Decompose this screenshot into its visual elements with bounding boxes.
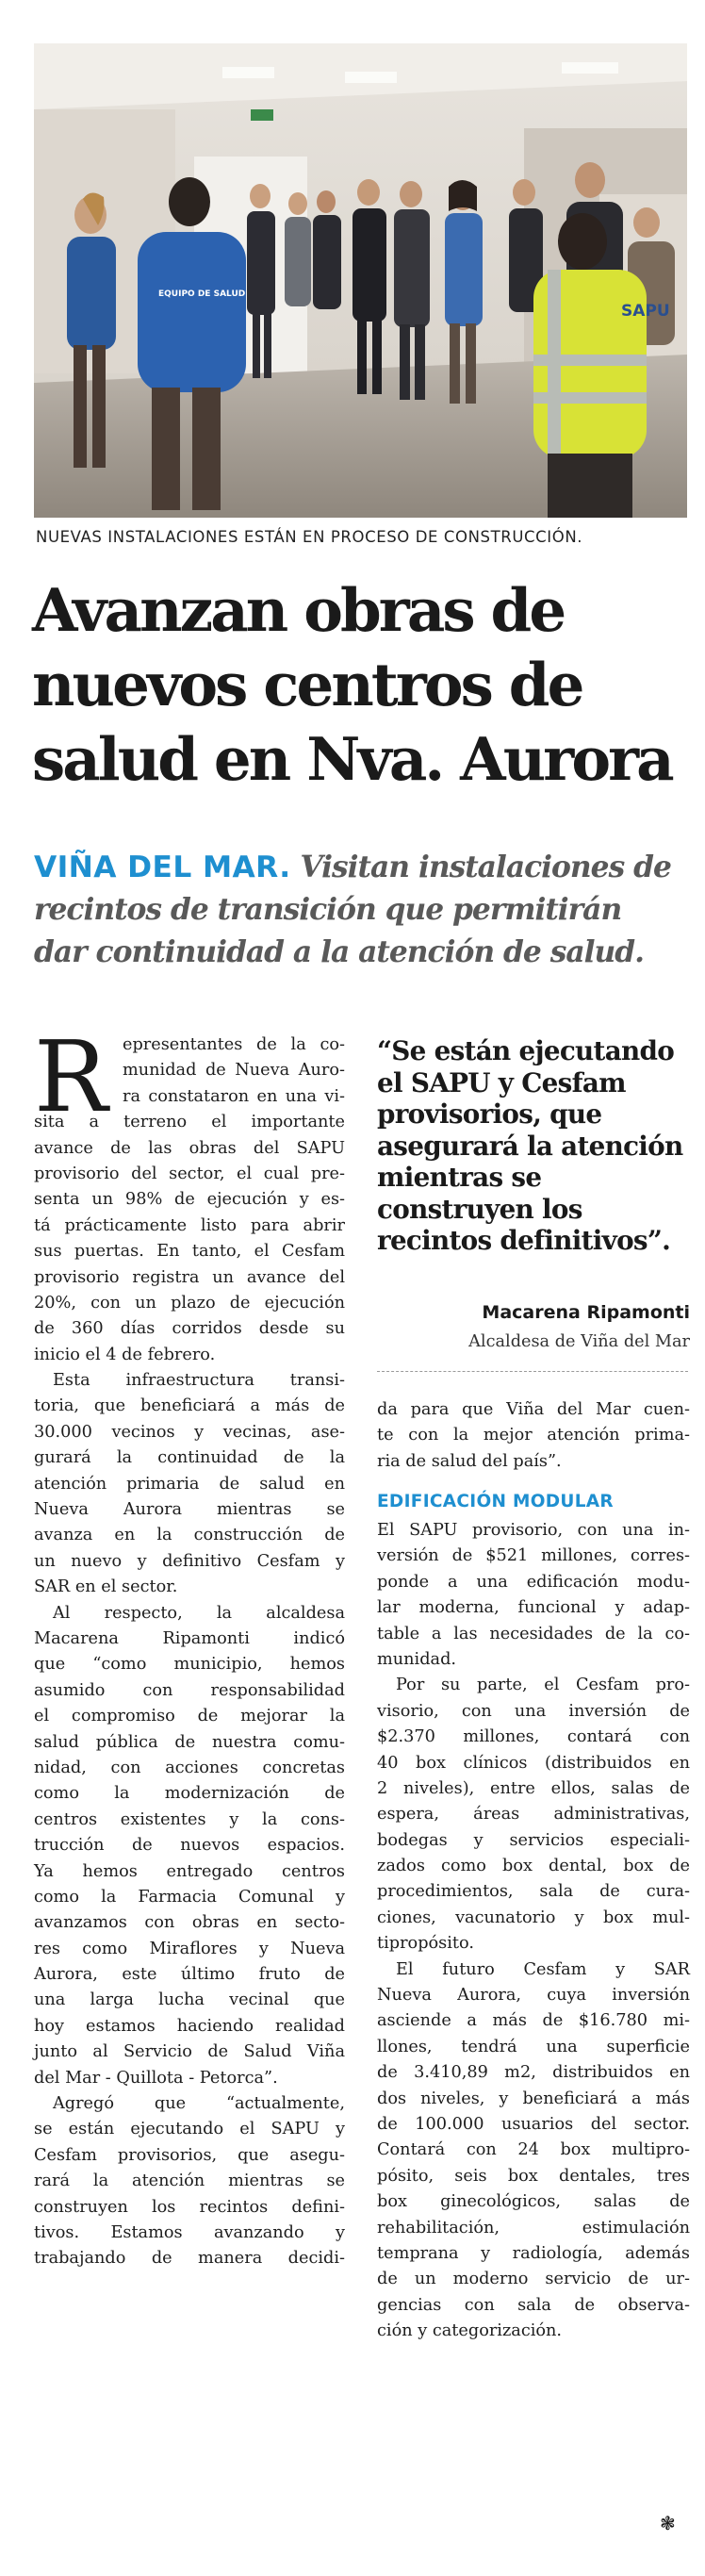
text-line: de 360 días corridos desde su (34, 1319, 345, 1339)
text-line: versión de $521 millones, corres- (377, 1546, 690, 1566)
subhead-line: recintos de transición que permitirán (34, 893, 622, 927)
text-line: el compromiso de mejorar la (34, 1707, 345, 1726)
pull-quote-line: recintos definitivos”. (377, 1225, 671, 1256)
pull-quote-line: construyen los (377, 1193, 582, 1225)
text-line: tivos. Estamos avanzando y (34, 2222, 345, 2242)
section-heading: EDIFICACIÓN MODULAR (377, 1492, 614, 1511)
text-line: dos niveles, y beneficiará a más (377, 2089, 690, 2108)
text-line: ra constataron en una vi- (123, 1086, 345, 1106)
quote-author-name: Macarena Ripamonti (482, 1302, 690, 1323)
text-line: gurará la continuidad de la (34, 1448, 345, 1468)
text-line: pósito, seis box dentales, tres (377, 2166, 690, 2186)
text-line: avanza en la construcción de (34, 1526, 345, 1545)
text-line: 30.000 vecinos y vecinas, ase- (34, 1422, 345, 1442)
text-line: ria de salud del país”. (377, 1451, 562, 1471)
text-line: 40 box clínicos (distribuidos en (377, 1753, 690, 1773)
text-line: tá prácticamente listo para abrir (34, 1215, 345, 1235)
text-line: table a las necesidades de la co- (377, 1624, 690, 1643)
text-line: Contará con 24 box multipro- (377, 2140, 690, 2160)
text-line: Nueva Aurora, cuya inversión (377, 1986, 690, 2006)
drop-cap: R (34, 1019, 108, 1134)
text-line: munidad de Nueva Auro- (123, 1061, 345, 1081)
text-line: res como Miraflores y Nueva (34, 1939, 345, 1958)
text-line: tipropósito. (377, 1934, 474, 1954)
quote-author-role: Alcaldesa de Viña del Mar (468, 1332, 690, 1351)
text-line: atención primaria de salud en (34, 1474, 345, 1494)
text-line: $2.370 millones, contará con (377, 1727, 690, 1747)
text-line: ciones, vacunatorio y box mul- (377, 1907, 690, 1927)
text-line: nidad, con acciones concretas (34, 1758, 345, 1777)
text-line: ción y categorización. (377, 2321, 563, 2341)
text-line: 2 niveles), entre ellos, salas de (377, 1778, 690, 1798)
text-line: avance de las obras del SAPU (34, 1138, 345, 1158)
pull-quote-line: provisorios, que (377, 1098, 602, 1130)
text-line: box ginecológicos, salas de (377, 2192, 690, 2212)
text-line: El futuro Cesfam y SAR (396, 1959, 690, 1979)
text-line: rehabilitación, estimulación (377, 2218, 690, 2237)
text-line: Esta infraestructura transi- (53, 1371, 345, 1391)
subhead-text: Visitan instalaciones de (300, 850, 671, 884)
pull-quote-line: mientras se (377, 1162, 542, 1193)
text-line: El SAPU provisorio, con una in- (377, 1521, 690, 1540)
text-line: munidad. (377, 1649, 457, 1669)
text-line: epresentantes de la co- (123, 1035, 345, 1054)
photo-illustration (34, 43, 687, 518)
location-tag: VIÑA DEL MAR. (34, 850, 291, 884)
text-line: sus puertas. En tanto, el Cesfam (34, 1242, 345, 1262)
text-line: Al respecto, la alcaldesa (53, 1603, 345, 1623)
text-line: asciende a más de $16.780 mi- (377, 2011, 690, 2031)
text-line: Ya hemos entregado centros (34, 1861, 345, 1881)
text-line: Nueva Aurora mientras se (34, 1500, 345, 1520)
text-line: inicio el 4 de febrero. (34, 1345, 216, 1364)
text-line: como la Farmacia Comunal y (34, 1887, 345, 1907)
text-line: hoy estamos haciendo realidad (34, 2016, 345, 2036)
body-column-left (34, 1019, 345, 2272)
text-line: junto al Servicio de Salud Viña (34, 2042, 345, 2062)
text-line: espera, áreas administrativas, (377, 1805, 690, 1825)
subheadline (34, 847, 688, 974)
text-line: construyen los recintos defini- (34, 2197, 345, 2217)
text-line: de 3.410,89 m2, distribuidos en (377, 2063, 690, 2083)
text-line: llones, tendrá una superficie (377, 2037, 690, 2056)
text-line: Macarena Ripamonti indicó (34, 1628, 345, 1648)
text-line: bodegas y servicios especiali- (377, 1830, 690, 1850)
text-line: provisorio del sector, el cual pre- (34, 1164, 345, 1183)
text-line: da para que Viña del Mar cuen- (377, 1400, 690, 1419)
text-line: sita a terreno el importante (34, 1113, 345, 1132)
pull-quote-line: el SAPU y Cesfam (377, 1066, 626, 1098)
text-line: toria, que beneficiará a más de (34, 1396, 345, 1416)
quote-divider (377, 1371, 688, 1372)
text-line: salud pública de nuestra comu- (34, 1732, 345, 1752)
text-line: provisorio registra un avance del (34, 1267, 345, 1287)
vest-text: SAPU (621, 302, 670, 321)
body-column-right (377, 1518, 690, 2345)
text-line: una larga lucha vecinal que (34, 1990, 345, 2010)
text-line: como la modernización de (34, 1784, 345, 1804)
text-line: temprana y radiología, además (377, 2243, 690, 2263)
text-line: de 100.000 usuarios del sector. (377, 2114, 690, 2134)
text-line: lar moderna, funcional y adap- (377, 1598, 690, 1618)
text-line: visorio, con una inversión de (377, 1701, 690, 1721)
text-line: senta un 98% de ejecución y es- (34, 1190, 345, 1210)
text-line: asumido con responsabilidad (34, 1680, 345, 1700)
text-line: SAR en el sector. (34, 1577, 178, 1597)
text-line: del Mar - Quillota - Petorca”. (34, 2068, 278, 2088)
text-line: te con la mejor atención prima- (377, 1426, 690, 1445)
text-line: Aurora, este último fruto de (34, 1965, 345, 1985)
subhead-line (34, 847, 688, 889)
text-line: Cesfam provisorios, que asegu- (34, 2145, 345, 2165)
headline-line: Avanzan obras de (32, 575, 565, 645)
text-line: procedimientos, sala de cura- (377, 1882, 690, 1902)
text-line: de un moderno servicio de ur- (377, 2270, 690, 2289)
text-line: que “como municipio, hemos (34, 1655, 345, 1675)
jacket-text: EQUIPO DE SALUD (158, 289, 246, 299)
body-column-right-top (377, 1397, 690, 1475)
text-line: zados como box dental, box de (377, 1857, 690, 1876)
text-line: centros existentes y la cons- (34, 1809, 345, 1829)
text-line: se están ejecutando el SAPU y (34, 2120, 345, 2139)
headline (32, 573, 688, 797)
text-line: gencias con sala de observa- (377, 2295, 690, 2315)
text-line: trucción de nuevos espacios. (34, 1836, 345, 1856)
text-line: un nuevo y definitivo Cesfam y (34, 1551, 345, 1571)
article-photo (34, 43, 687, 518)
end-mark-icon: ❃ (660, 2512, 676, 2535)
pull-quote (377, 1035, 690, 1257)
pull-quote-line: “Se están ejecutando (377, 1035, 675, 1066)
pull-quote-line: asegurará la atención (377, 1130, 683, 1162)
headline-line: nuevos centros de (32, 650, 582, 719)
photo-caption: NUEVAS INSTALACIONES ESTÁN EN PROCESO DE CONSTRUCCIÓN. (36, 528, 583, 546)
text-line: trabajando de manera decidi- (34, 2249, 345, 2269)
subhead-line: dar continuidad a la atención de salud. (34, 935, 645, 969)
text-line: 20%, con un plazo de ejecución (34, 1293, 345, 1313)
text-line: avanzamos con obras en secto- (34, 1913, 345, 1933)
text-line: Agregó que “actualmente, (53, 2094, 345, 2114)
text-line: rará la atención mientras se (34, 2171, 345, 2191)
text-line: ponde a una edificación modu- (377, 1572, 690, 1592)
text-line: Por su parte, el Cesfam pro- (396, 1676, 690, 1695)
headline-line: salud en Nva. Aurora (32, 724, 672, 794)
